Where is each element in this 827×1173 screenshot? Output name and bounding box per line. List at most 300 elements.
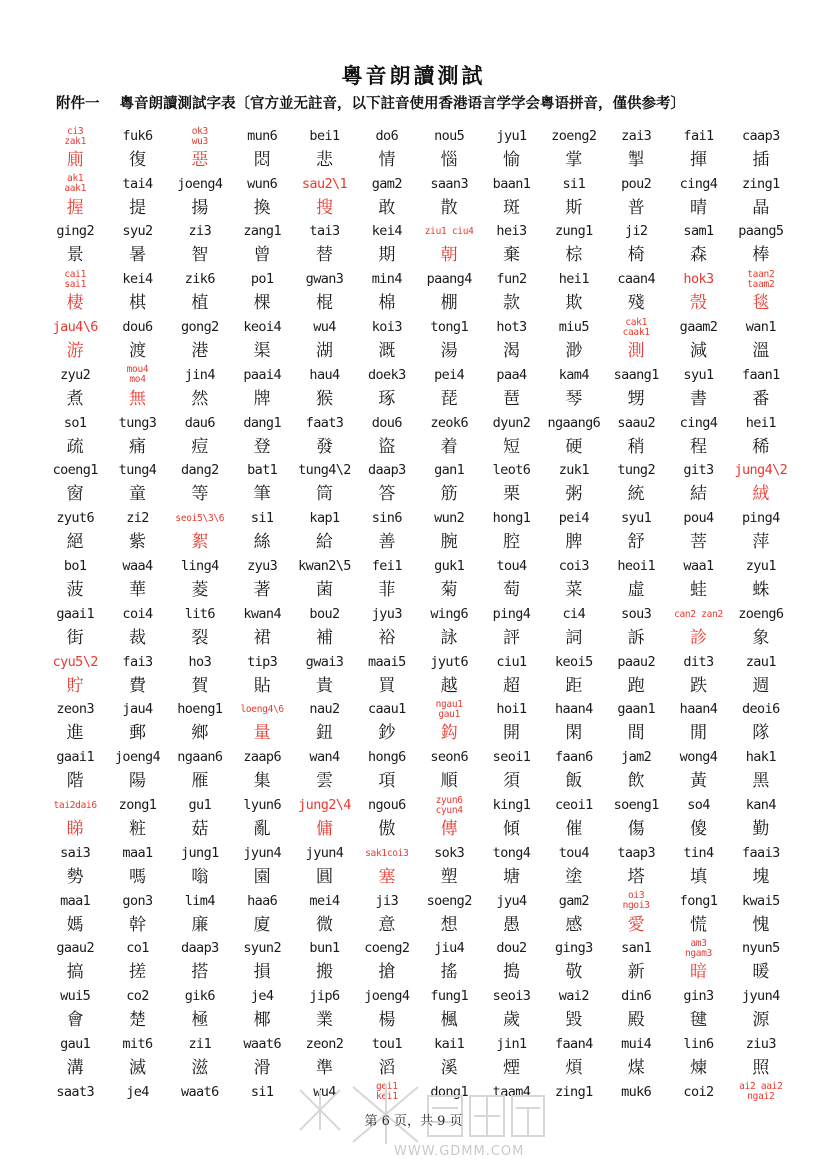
jyutping-cell: lin6	[683, 1035, 714, 1052]
hanzi-cell: 裂	[191, 627, 209, 648]
hanzi-cell: 照	[752, 1058, 770, 1079]
jyutping-cell: haan4	[555, 701, 593, 718]
hanzi-cell: 楚	[128, 1010, 146, 1031]
hanzi-cell: 訴	[627, 627, 645, 648]
hanzi-cell: 棍	[315, 293, 333, 314]
hanzi-cell: 集	[253, 771, 271, 792]
hanzi-cell: 塞	[378, 866, 396, 887]
hanzi-cell: 煙	[502, 1058, 520, 1079]
hanzi-cell: 給	[315, 532, 333, 553]
jyutping-cell: ngau1 gau1	[435, 699, 463, 721]
hanzi-cell: 裕	[378, 627, 396, 648]
jyutping-cell: jyut6	[430, 653, 468, 670]
jyutping-cell: dit3	[683, 653, 714, 670]
hanzi-cell: 渺	[565, 341, 583, 362]
hanzi-cell: 善	[378, 532, 396, 553]
character-row	[44, 577, 792, 604]
hanzi-cell: 猴	[315, 388, 333, 409]
jyutping-cell: ging2	[56, 223, 94, 240]
jyutping-cell: din6	[621, 988, 652, 1005]
hanzi-cell: 渴	[502, 341, 520, 362]
jyutping-cell: jyu1	[496, 127, 527, 144]
jyutping-cell: faan6	[555, 749, 593, 766]
jyutping-cell: saan3	[430, 175, 468, 192]
jyutping-cell: waat6	[181, 1083, 219, 1100]
jyutping-cell: jam2	[621, 749, 652, 766]
hanzi-cell: 情	[378, 149, 396, 170]
hanzi-cell: 着	[440, 436, 458, 457]
hanzi-cell: 渡	[128, 341, 146, 362]
hanzi-cell: 牌	[253, 388, 271, 409]
jyutping-cell: bou2	[309, 605, 340, 622]
hanzi-cell: 甥	[627, 388, 645, 409]
hanzi-cell: 殘	[627, 293, 645, 314]
jyutping-cell: gwai3	[305, 653, 344, 670]
jyutping-cell: wun6	[247, 175, 278, 192]
hanzi-cell: 敬	[565, 962, 583, 983]
hanzi-cell: 塔	[627, 866, 645, 887]
character-row	[44, 960, 792, 987]
hanzi-cell: 搭	[191, 962, 209, 983]
jyutping-cell: bo1	[63, 557, 87, 574]
hanzi-cell: 須	[502, 771, 520, 792]
pinyin-row	[44, 795, 792, 816]
jyutping-cell: tong1	[430, 318, 468, 335]
pinyin-row	[44, 1034, 792, 1055]
hanzi-cell: 楓	[440, 1010, 458, 1031]
hanzi-cell: 無	[128, 388, 146, 409]
character-row	[44, 243, 792, 270]
jyutping-cell: maai5	[368, 653, 406, 670]
jyutping-cell: tung3	[118, 414, 157, 431]
pinyin-row	[44, 365, 792, 386]
hanzi-cell: 煮	[66, 388, 84, 409]
hanzi-cell: 晴	[689, 197, 707, 218]
hanzi-cell: 廁	[66, 149, 84, 170]
jyutping-cell: saat3	[56, 1083, 94, 1100]
jyutping-cell: do6	[375, 127, 399, 144]
hanzi-cell: 搬	[315, 962, 333, 983]
pinyin-table	[44, 126, 792, 1103]
hanzi-cell: 惱	[440, 149, 458, 170]
hanzi-cell: 書	[689, 388, 707, 409]
jyutping-cell: zing1	[555, 1083, 593, 1100]
hanzi-cell: 悶	[253, 149, 271, 170]
jyutping-cell: hong6	[368, 749, 406, 766]
hanzi-cell: 鄉	[191, 723, 209, 744]
jyutping-cell: pei4	[558, 510, 589, 527]
hanzi-cell: 期	[378, 245, 396, 266]
hanzi-cell: 琵	[440, 388, 458, 409]
jyutping-cell: jau4\6	[52, 318, 98, 335]
hanzi-cell: 鈕	[315, 723, 333, 744]
jyutping-cell: seoi5\3\6	[175, 513, 225, 525]
jyutping-cell: syu1	[621, 510, 652, 527]
hanzi-cell: 湯	[440, 341, 458, 362]
hanzi-cell: 港	[191, 341, 209, 362]
jyutping-cell: seon6	[430, 749, 468, 766]
subtitle	[56, 92, 796, 113]
jyutping-cell: jyu3	[371, 605, 402, 622]
jyutping-cell: soeng2	[426, 892, 472, 909]
jyutping-cell: fun2	[496, 271, 527, 288]
hanzi-cell: 暑	[128, 245, 146, 266]
hanzi-cell: 越	[440, 675, 458, 696]
jyutping-cell: oi3 ngoi3	[622, 890, 650, 912]
hanzi-cell: 椅	[627, 245, 645, 266]
jyutping-cell: soeng1	[613, 796, 659, 813]
hanzi-cell: 琢	[378, 388, 396, 409]
jyutping-cell: pei4	[434, 366, 465, 383]
hanzi-cell: 登	[253, 436, 271, 457]
jyutping-cell: jin4	[184, 366, 215, 383]
hanzi-cell: 窗	[66, 484, 84, 505]
jyutping-cell: haa6	[247, 892, 278, 909]
hanzi-cell: 飲	[627, 771, 645, 792]
hanzi-cell: 損	[253, 962, 271, 983]
jyutping-cell: jyun4	[742, 988, 780, 1005]
hanzi-cell: 痘	[191, 436, 209, 457]
jyutping-cell: zi3	[188, 223, 212, 240]
hanzi-cell: 圓	[315, 866, 333, 887]
jyutping-cell: ci4	[562, 605, 586, 622]
jyutping-cell: miu5	[558, 318, 589, 335]
hanzi-cell: 結	[689, 484, 707, 505]
pinyin-row	[44, 317, 792, 338]
jyutping-cell: gon3	[122, 892, 153, 909]
jyutping-cell: maa1	[122, 844, 153, 861]
hanzi-cell: 準	[315, 1058, 333, 1079]
hanzi-cell: 跑	[627, 675, 645, 696]
hanzi-cell: 蛛	[752, 580, 770, 601]
hanzi-cell: 掣	[627, 149, 645, 170]
character-row	[44, 147, 792, 174]
hanzi-cell: 替	[315, 245, 333, 266]
jyutping-cell: jiu4	[434, 940, 465, 957]
pinyin-row	[44, 843, 792, 864]
hanzi-cell: 曾	[253, 245, 271, 266]
hanzi-cell: 萄	[502, 580, 520, 601]
hanzi-cell: 超	[502, 675, 520, 696]
hanzi-cell: 稀	[752, 436, 770, 457]
jyutping-cell: sin6	[371, 510, 402, 527]
jyutping-cell: dong1	[430, 1083, 468, 1100]
jyutping-cell: ho3	[188, 653, 212, 670]
jyutping-cell: dang2	[181, 462, 219, 479]
jyutping-cell: zi1	[188, 1035, 212, 1052]
jyutping-cell: zuk1	[558, 462, 589, 479]
jyutping-cell: faan4	[555, 1035, 593, 1052]
hanzi-cell: 痛	[128, 436, 146, 457]
jyutping-cell: ci3 zak1	[64, 125, 86, 147]
jyutping-cell: cai1 sai1	[64, 268, 86, 290]
hanzi-cell: 斑	[502, 197, 520, 218]
character-row	[44, 625, 792, 652]
hanzi-cell: 菱	[191, 580, 209, 601]
jyutping-cell: caau1	[368, 701, 406, 718]
hanzi-cell: 跌	[689, 675, 707, 696]
hanzi-cell: 華	[128, 580, 146, 601]
jyutping-cell: tung4\2	[298, 462, 351, 479]
jyutping-cell: zyu3	[247, 557, 278, 574]
hanzi-cell: 會	[66, 1010, 84, 1031]
character-row	[44, 1055, 792, 1082]
jyutping-cell: je4	[126, 1083, 149, 1100]
hanzi-cell: 等	[191, 484, 209, 505]
hanzi-cell: 感	[565, 914, 583, 935]
hanzi-cell: 棋	[128, 293, 146, 314]
jyutping-cell: daap3	[181, 940, 219, 957]
jyutping-cell: pou2	[621, 175, 652, 192]
character-row	[44, 768, 792, 795]
character-row	[44, 386, 792, 413]
hanzi-cell: 脾	[565, 532, 583, 553]
hanzi-cell: 掌	[565, 149, 583, 170]
hanzi-cell: 菩	[689, 532, 707, 553]
jyutping-cell: coi4	[122, 605, 153, 622]
jyutping-cell: zeon2	[305, 1035, 344, 1052]
hanzi-cell: 廉	[191, 914, 209, 935]
jyutping-cell: si1	[250, 510, 274, 527]
pinyin-row	[44, 986, 792, 1007]
jyutping-cell: kwan2\5	[298, 557, 351, 574]
hanzi-cell: 絕	[66, 532, 84, 553]
hanzi-cell: 煩	[565, 1058, 583, 1079]
hanzi-cell: 慌	[689, 914, 707, 935]
hanzi-cell: 筋	[440, 484, 458, 505]
jyutping-cell: wai2	[558, 988, 589, 1005]
character-row	[44, 864, 792, 891]
jyutping-cell: mui4	[621, 1035, 652, 1052]
jyutping-cell: lit6	[184, 605, 215, 622]
character-row	[44, 290, 792, 317]
character-row	[44, 482, 792, 509]
hanzi-cell: 粧	[128, 819, 146, 840]
hanzi-cell: 象	[752, 627, 770, 648]
hanzi-cell: 晶	[752, 197, 770, 218]
hanzi-cell: 買	[378, 675, 396, 696]
hanzi-cell: 愧	[752, 914, 770, 935]
jyutping-cell: jyun4	[305, 844, 344, 861]
hanzi-cell: 紫	[128, 532, 146, 553]
jyutping-cell: tung2	[617, 462, 655, 479]
hanzi-cell: 貴	[315, 675, 333, 696]
hanzi-cell: 揮	[689, 149, 707, 170]
hanzi-cell: 雁	[191, 771, 209, 792]
jyutping-cell: doek3	[368, 366, 406, 383]
character-row	[44, 912, 792, 939]
hanzi-cell: 評	[502, 627, 520, 648]
jyutping-cell: guk1	[434, 557, 465, 574]
hanzi-cell: 毀	[565, 1010, 583, 1031]
jyutping-cell: nyun5	[742, 940, 780, 957]
hanzi-cell: 毯	[752, 293, 770, 314]
hanzi-cell: 填	[689, 866, 707, 887]
character-row	[44, 721, 792, 748]
hanzi-cell: 腕	[440, 532, 458, 553]
jyutping-cell: nau2	[309, 701, 340, 718]
jyutping-cell: kei4	[122, 271, 153, 288]
character-row	[44, 816, 792, 843]
jyutping-cell: tin4	[683, 844, 714, 861]
jyutping-cell: wui5	[60, 988, 91, 1005]
jyutping-cell: hot3	[496, 318, 527, 335]
hanzi-cell: 滋	[191, 1058, 209, 1079]
hanzi-cell: 間	[627, 723, 645, 744]
jyutping-cell: jyun4	[243, 844, 281, 861]
hanzi-cell: 菇	[191, 819, 209, 840]
hanzi-cell: 黑	[752, 771, 770, 792]
jyutping-cell: zoeng6	[738, 605, 784, 622]
hanzi-cell: 握	[66, 197, 84, 218]
hanzi-cell: 渠	[253, 341, 271, 362]
hanzi-cell: 煤	[627, 1058, 645, 1079]
jyutping-cell: waa1	[683, 557, 714, 574]
hanzi-cell: 棵	[253, 293, 271, 314]
jyutping-cell: bun1	[309, 940, 340, 957]
hanzi-cell: 萍	[752, 532, 770, 553]
jyutping-cell: je4	[250, 988, 274, 1005]
hanzi-cell: 滑	[253, 1058, 271, 1079]
jyutping-cell: coi3	[558, 557, 589, 574]
jyutping-cell: gaan1	[617, 701, 655, 718]
hanzi-cell: 催	[565, 819, 583, 840]
hanzi-cell: 朝	[440, 245, 458, 266]
hanzi-cell: 棒	[752, 245, 770, 266]
hanzi-cell: 搜	[315, 197, 333, 218]
hanzi-cell: 鈎	[440, 723, 458, 744]
jyutping-cell: zyun6 cyun4	[435, 794, 463, 816]
hanzi-cell: 搞	[66, 962, 84, 983]
jyutping-cell: maa1	[60, 892, 91, 909]
jyutping-cell: ji3	[375, 892, 399, 909]
hanzi-cell: 陽	[128, 771, 146, 792]
jyutping-cell: wun2	[434, 510, 465, 527]
hanzi-cell: 散	[440, 197, 458, 218]
jyutping-cell: deoi6	[742, 701, 780, 718]
hanzi-cell: 滅	[128, 1058, 146, 1079]
hanzi-cell: 揚	[191, 197, 209, 218]
hanzi-cell: 硬	[565, 436, 583, 457]
jyutping-cell: zung1	[555, 223, 593, 240]
hanzi-cell: 閑	[565, 723, 583, 744]
jyutping-cell: muk6	[621, 1083, 652, 1100]
hanzi-cell: 睇	[66, 819, 84, 840]
jyutping-cell: tip3	[247, 653, 278, 670]
jyutping-cell: kai1	[434, 1035, 465, 1052]
hanzi-cell: 詠	[440, 627, 458, 648]
hanzi-cell: 貼	[253, 675, 271, 696]
pinyin-row	[44, 747, 792, 768]
hanzi-cell: 殿	[627, 1010, 645, 1031]
hanzi-cell: 菊	[440, 580, 458, 601]
jyutping-cell: coi2	[683, 1083, 714, 1100]
hanzi-cell: 量	[253, 723, 271, 744]
jyutping-cell: joeng4	[364, 988, 410, 1005]
jyutping-cell: gaau2	[56, 940, 94, 957]
jyutping-cell: keoi4	[243, 318, 281, 335]
jyutping-cell: wan4	[309, 749, 340, 766]
hanzi-cell: 惡	[191, 149, 209, 170]
jyutping-cell: wong4	[679, 749, 718, 766]
jyutping-cell: so4	[687, 796, 710, 813]
hanzi-cell: 絲	[253, 532, 271, 553]
hanzi-cell: 程	[689, 436, 707, 457]
jyutping-cell: zeon3	[56, 701, 94, 718]
hanzi-cell: 湖	[315, 341, 333, 362]
jyutping-cell: faat3	[305, 414, 344, 431]
jyutping-cell: jyu4	[496, 892, 527, 909]
jyutping-cell: bei1	[309, 127, 340, 144]
jyutping-cell: hak1	[745, 749, 776, 766]
hanzi-cell: 階	[66, 771, 84, 792]
jyutping-cell: nou5	[434, 127, 465, 144]
hanzi-cell: 提	[128, 197, 146, 218]
jyutping-cell: zi2	[126, 510, 149, 527]
jyutping-cell: gam2	[371, 175, 402, 192]
hanzi-cell: 隊	[752, 723, 770, 744]
hanzi-cell: 菜	[565, 580, 583, 601]
jyutping-cell: ping4	[742, 510, 780, 527]
page-title: 粵音朗讀測試	[341, 63, 486, 88]
jyutping-cell: zeok6	[430, 414, 468, 431]
pinyin-row	[44, 652, 792, 673]
jyutping-cell: sau2\1	[301, 175, 348, 192]
jyutping-cell: ngaan6	[177, 749, 223, 766]
jyutping-cell: taan2 taam2	[747, 268, 775, 290]
jyutping-cell: kwai5	[742, 892, 780, 909]
jyutping-cell: jung2\4	[298, 796, 351, 813]
jyutping-cell: seoi3	[492, 988, 531, 1005]
pinyin-row	[44, 222, 792, 243]
jyutping-cell: sou3	[621, 605, 652, 622]
jyutping-cell: ziu1 ciu4	[424, 226, 474, 238]
jyutping-cell: cyu5\2	[52, 653, 98, 670]
jyutping-cell: heoi1	[617, 557, 655, 574]
hanzi-cell: 栗	[502, 484, 520, 505]
hanzi-cell: 游	[66, 341, 84, 362]
jyutping-cell: dou2	[496, 940, 527, 957]
jyutping-cell: zau1	[745, 653, 776, 670]
jyutping-cell: coeng2	[364, 940, 410, 957]
hanzi-cell: 楊	[378, 1010, 396, 1031]
jyutping-cell: jung4\2	[734, 462, 788, 479]
jyutping-cell: wu4	[313, 318, 336, 335]
jyutping-cell: dau6	[184, 414, 215, 431]
jyutping-cell: co1	[126, 940, 149, 957]
jyutping-cell: baan1	[492, 175, 531, 192]
jyutping-cell: si1	[250, 1083, 274, 1100]
jyutping-cell: caap3	[742, 127, 780, 144]
jyutping-cell: gwan3	[305, 271, 344, 288]
jyutping-cell: dyun2	[492, 414, 531, 431]
jyutping-cell: kwan4	[243, 605, 281, 622]
jyutping-cell: wu4	[313, 1083, 336, 1100]
hanzi-cell: 菠	[66, 580, 84, 601]
jyutping-cell: joeng4	[114, 749, 161, 766]
hanzi-cell: 進	[66, 723, 84, 744]
hanzi-cell: 發	[315, 436, 333, 457]
hanzi-cell: 番	[752, 388, 770, 409]
jyutping-cell: zai3	[621, 127, 652, 144]
jyutping-cell: lyun6	[243, 796, 281, 813]
jyutping-cell: gau1	[60, 1035, 91, 1052]
jyutping-cell: ji2	[624, 223, 648, 240]
hanzi-cell: 森	[689, 245, 707, 266]
jyutping-cell: haan4	[679, 701, 718, 718]
hanzi-cell: 暖	[752, 962, 770, 983]
jyutping-cell: tong4	[492, 844, 531, 861]
